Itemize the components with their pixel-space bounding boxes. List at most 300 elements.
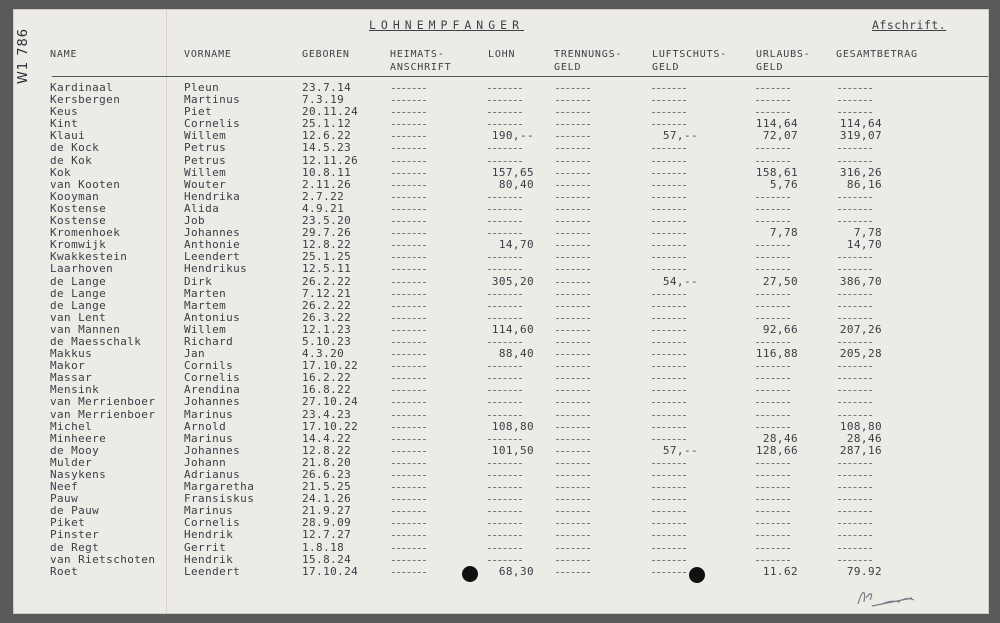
cell-name: Kooyman	[50, 189, 100, 203]
table-row	[14, 203, 988, 215]
empty-urlaub	[756, 402, 790, 404]
empty-trennung	[556, 463, 590, 465]
empty-urlaub	[756, 318, 790, 320]
cell-geboren: 17.10.22	[302, 359, 359, 373]
empty-luft	[652, 173, 686, 175]
cell-geboren: 4.3.20	[302, 347, 345, 361]
cell-geboren: 7.3.19	[302, 93, 345, 107]
empty-heimat	[392, 245, 426, 247]
empty-lohn	[488, 100, 522, 102]
empty-urlaub	[756, 209, 790, 211]
cell-lohn: 190,--	[491, 129, 534, 143]
copy-note: Afschrift.	[872, 18, 947, 32]
cell-urlaub: 7,78	[769, 226, 798, 240]
empty-trennung	[556, 197, 590, 199]
cell-geboren: 27.10.24	[302, 395, 359, 409]
empty-luft	[652, 318, 686, 320]
cell-urlaub: 128,66	[755, 443, 798, 457]
empty-heimat	[392, 439, 426, 441]
empty-luft	[652, 390, 686, 392]
empty-lohn	[488, 294, 522, 296]
empty-luft	[652, 306, 686, 308]
empty-urlaub	[756, 294, 790, 296]
cell-vorname: Leendert	[184, 564, 241, 578]
empty-urlaub	[756, 100, 790, 102]
empty-urlaub	[756, 342, 790, 344]
empty-luft	[652, 523, 686, 525]
empty-lohn	[488, 402, 522, 404]
cell-luft: 57,--	[662, 443, 698, 457]
empty-gesamt	[838, 499, 872, 501]
cell-urlaub: 5,76	[769, 177, 798, 191]
empty-heimat	[392, 100, 426, 102]
empty-lohn	[488, 366, 522, 368]
empty-gesamt	[838, 535, 872, 537]
cell-vorname: Richard	[184, 334, 234, 348]
empty-heimat	[392, 499, 426, 501]
table-row	[14, 130, 988, 142]
empty-trennung	[556, 173, 590, 175]
empty-heimat	[392, 136, 426, 138]
empty-urlaub	[756, 221, 790, 223]
cell-gesamt: 207,26	[839, 322, 882, 336]
empty-trennung	[556, 233, 590, 235]
cell-name: van Merrienboer	[50, 395, 156, 409]
cell-geboren: 25.1.12	[302, 117, 352, 131]
empty-gesamt	[838, 487, 872, 489]
cell-gesamt: 14,70	[846, 238, 882, 252]
document-title: LOHNEMPFANGER	[369, 18, 525, 32]
cell-geboren: 7.12.21	[302, 286, 352, 300]
col-header-lohn: LOHN	[488, 49, 516, 60]
empty-heimat	[392, 390, 426, 392]
table-row	[14, 505, 988, 517]
cell-urlaub: 11.62	[762, 564, 798, 578]
table-row	[14, 396, 988, 408]
empty-urlaub	[756, 366, 790, 368]
cell-name: van Kooten	[50, 177, 121, 191]
cell-name: van Lent	[50, 310, 107, 324]
col-header-gesamt: GESAMTBETRAG	[836, 49, 918, 60]
cell-vorname: Arendina	[184, 383, 241, 397]
table-row	[14, 324, 988, 336]
cell-name: Nasykens	[50, 468, 107, 481]
empty-urlaub	[756, 463, 790, 465]
cell-gesamt: 205,28	[839, 347, 882, 361]
cell-geboren: 23.4.23	[302, 407, 352, 421]
cell-geboren: 26.2.22	[302, 298, 352, 312]
document-sheet	[14, 10, 988, 613]
cell-vorname: Margaretha	[184, 480, 255, 494]
empty-heimat	[392, 487, 426, 489]
col-header-urlaub-line2: GELD	[756, 62, 784, 73]
empty-trennung	[556, 354, 590, 356]
empty-lohn	[488, 233, 522, 235]
empty-heimat	[392, 402, 426, 404]
empty-trennung	[556, 439, 590, 441]
cell-vorname: Johannes	[184, 226, 241, 240]
cell-vorname: Willem	[184, 129, 227, 143]
empty-trennung	[556, 100, 590, 102]
empty-gesamt	[838, 318, 872, 320]
empty-trennung	[556, 306, 590, 308]
empty-gesamt	[838, 257, 872, 259]
punch-hole	[689, 567, 705, 583]
empty-trennung	[556, 415, 590, 417]
empty-trennung	[556, 282, 590, 284]
empty-trennung	[556, 112, 590, 114]
empty-heimat	[392, 330, 426, 332]
empty-gesamt	[838, 390, 872, 392]
empty-heimat	[392, 511, 426, 513]
cell-vorname: Leendert	[184, 250, 241, 264]
cell-name: Roet	[50, 564, 79, 578]
empty-urlaub	[756, 197, 790, 199]
empty-gesamt	[838, 112, 872, 114]
punch-hole	[462, 566, 478, 582]
empty-gesamt	[838, 221, 872, 223]
table-row	[14, 348, 988, 360]
empty-urlaub	[756, 523, 790, 525]
cell-name: Pinster	[50, 528, 100, 542]
col-header-urlaub-line1: URLAUBS-	[756, 49, 811, 60]
cell-geboren: 26.6.23	[302, 468, 352, 481]
table-row	[14, 94, 988, 106]
cell-geboren: 21.5.25	[302, 480, 352, 494]
table-row	[14, 155, 988, 167]
empty-luft	[652, 499, 686, 501]
cell-name: Makkus	[50, 347, 93, 361]
cell-geboren: 26.3.22	[302, 310, 352, 324]
empty-gesamt	[838, 209, 872, 211]
empty-gesamt	[838, 148, 872, 150]
cell-vorname: Alida	[184, 201, 220, 215]
col-header-heimat	[390, 48, 451, 74]
col-header-geboren: GEBOREN	[302, 49, 350, 60]
cell-name: de Pauw	[50, 504, 100, 518]
empty-heimat	[392, 233, 426, 235]
empty-lohn	[488, 209, 522, 211]
empty-trennung	[556, 330, 590, 332]
cell-vorname: Gerrit	[184, 540, 227, 554]
cell-gesamt: 28,46	[846, 431, 882, 445]
empty-gesamt	[838, 88, 872, 90]
empty-luft	[652, 511, 686, 513]
cell-geboren: 12.1.23	[302, 322, 352, 336]
empty-trennung	[556, 475, 590, 477]
empty-lohn	[488, 306, 522, 308]
cell-vorname: Petrus	[184, 141, 227, 155]
cell-geboren: 12.8.22	[302, 443, 352, 457]
cell-vorname: Hendrik	[184, 528, 234, 542]
cell-name: van Merrienboer	[50, 407, 156, 421]
cell-name: van Mannen	[50, 322, 121, 336]
cell-geboren: 28.9.09	[302, 516, 352, 530]
cell-geboren: 12.11.26	[302, 153, 359, 167]
table-row	[14, 360, 988, 372]
empty-trennung	[556, 185, 590, 187]
empty-lohn	[488, 318, 522, 320]
empty-gesamt	[838, 523, 872, 525]
empty-luft	[652, 245, 686, 247]
table-row	[14, 493, 988, 505]
empty-trennung	[556, 245, 590, 247]
cell-geboren: 12.5.11	[302, 262, 352, 276]
cell-vorname: Cornelis	[184, 516, 241, 530]
empty-heimat	[392, 463, 426, 465]
cell-name: Kostense	[50, 214, 107, 228]
empty-luft	[652, 124, 686, 126]
cell-name: de Mooy	[50, 443, 100, 457]
empty-urlaub	[756, 257, 790, 259]
empty-trennung	[556, 148, 590, 150]
cell-lohn: 305,20	[491, 274, 534, 288]
empty-luft	[652, 209, 686, 211]
empty-heimat	[392, 294, 426, 296]
empty-luft	[652, 475, 686, 477]
cell-vorname: Johann	[184, 455, 227, 469]
empty-lohn	[488, 161, 522, 163]
empty-trennung	[556, 269, 590, 271]
table-row	[14, 288, 988, 300]
cell-lohn: 108,80	[491, 419, 534, 433]
empty-urlaub	[756, 560, 790, 562]
cell-geboren: 21.9.27	[302, 504, 352, 518]
empty-trennung	[556, 560, 590, 562]
empty-luft	[652, 185, 686, 187]
cell-geboren: 2.7.22	[302, 189, 345, 203]
empty-heimat	[392, 427, 426, 429]
cell-vorname: Jan	[184, 347, 206, 361]
cell-vorname: Marinus	[184, 504, 234, 518]
empty-gesamt	[838, 475, 872, 477]
empty-heimat	[392, 282, 426, 284]
empty-heimat	[392, 221, 426, 223]
cell-name: Neef	[50, 480, 79, 494]
empty-luft	[652, 463, 686, 465]
empty-luft	[652, 402, 686, 404]
archive-mark: W1 786	[16, 27, 31, 84]
table-row	[14, 517, 988, 529]
empty-trennung	[556, 499, 590, 501]
table-row	[14, 445, 988, 457]
empty-heimat	[392, 475, 426, 477]
empty-heimat	[392, 354, 426, 356]
empty-heimat	[392, 88, 426, 90]
cell-vorname: Wouter	[184, 177, 227, 191]
empty-luft	[652, 112, 686, 114]
cell-name: de Lange	[50, 274, 107, 288]
cell-name: Klaui	[50, 129, 86, 143]
col-header-luft-line1: LUFTSCHUTS-	[652, 49, 728, 60]
col-header-name: NAME	[50, 49, 78, 60]
cell-vorname: Job	[184, 214, 206, 228]
empty-urlaub	[756, 88, 790, 90]
cell-name: Kwakkestein	[50, 250, 128, 264]
cell-vorname: Willem	[184, 322, 227, 336]
empty-urlaub	[756, 245, 790, 247]
cell-name: Michel	[50, 419, 93, 433]
empty-urlaub	[756, 499, 790, 501]
table-row	[14, 263, 988, 275]
cell-lohn: 101,50	[491, 443, 534, 457]
empty-luft	[652, 366, 686, 368]
empty-trennung	[556, 548, 590, 550]
cell-geboren: 5.10.23	[302, 334, 352, 348]
table-row	[14, 142, 988, 154]
empty-luft	[652, 354, 686, 356]
empty-heimat	[392, 451, 426, 453]
table-row	[14, 481, 988, 493]
cell-name: Kersbergen	[50, 93, 121, 107]
table-row	[14, 167, 988, 179]
cell-name: Keus	[50, 105, 79, 119]
empty-trennung	[556, 427, 590, 429]
empty-gesamt	[838, 269, 872, 271]
empty-lohn	[488, 475, 522, 477]
col-header-heimat-line1: HEIMATS-	[390, 49, 445, 60]
empty-heimat	[392, 257, 426, 259]
cell-geboren: 20.11.24	[302, 105, 359, 119]
cell-gesamt: 114,64	[839, 117, 882, 131]
cell-geboren: 25.1.25	[302, 250, 352, 264]
cell-geboren: 26.2.22	[302, 274, 352, 288]
cell-gesamt: 86,16	[846, 177, 882, 191]
cell-urlaub: 114,64	[755, 117, 798, 131]
cell-name: Pauw	[50, 492, 79, 506]
table-row	[14, 82, 988, 94]
empty-trennung	[556, 221, 590, 223]
cell-lohn: 157,65	[491, 165, 534, 179]
empty-heimat	[392, 161, 426, 163]
cell-name: Massar	[50, 371, 93, 385]
cell-vorname: Cornelis	[184, 117, 241, 131]
cell-vorname: Marten	[184, 286, 227, 300]
cell-urlaub: 92,66	[762, 322, 798, 336]
cell-luft: 54,--	[662, 274, 698, 288]
cell-geboren: 21.8.20	[302, 455, 352, 469]
cell-vorname: Johannes	[184, 443, 241, 457]
empty-gesamt	[838, 294, 872, 296]
empty-luft	[652, 487, 686, 489]
empty-lohn	[488, 221, 522, 223]
cell-vorname: Marinus	[184, 407, 234, 421]
cell-name: Kint	[50, 117, 79, 131]
table-row	[14, 251, 988, 263]
payroll-table-body	[14, 82, 988, 578]
cell-geboren: 15.8.24	[302, 552, 352, 566]
cell-geboren: 23.7.14	[302, 81, 352, 94]
empty-lohn	[488, 499, 522, 501]
table-row	[14, 384, 988, 396]
table-row	[14, 191, 988, 203]
empty-lohn	[488, 148, 522, 150]
col-header-trennung	[554, 48, 622, 74]
cell-lohn: 88,40	[498, 347, 534, 361]
cell-name: Kardinaal	[50, 81, 114, 94]
table-header	[14, 48, 988, 84]
empty-heimat	[392, 572, 426, 574]
empty-trennung	[556, 161, 590, 163]
empty-heimat	[392, 124, 426, 126]
cell-vorname: Hendrika	[184, 189, 241, 203]
empty-lohn	[488, 197, 522, 199]
cell-gesamt: 319,07	[839, 129, 882, 143]
empty-heimat	[392, 523, 426, 525]
empty-gesamt	[838, 100, 872, 102]
cell-vorname: Anthonie	[184, 238, 241, 252]
cell-vorname: Petrus	[184, 153, 227, 167]
handwritten-initials	[852, 584, 922, 612]
table-row	[14, 276, 988, 288]
empty-luft	[652, 560, 686, 562]
empty-trennung	[556, 451, 590, 453]
empty-heimat	[392, 415, 426, 417]
empty-luft	[652, 572, 686, 574]
empty-gesamt	[838, 366, 872, 368]
empty-trennung	[556, 511, 590, 513]
table-row	[14, 421, 988, 433]
empty-luft	[652, 197, 686, 199]
cell-urlaub: 158,61	[755, 165, 798, 179]
empty-heimat	[392, 197, 426, 199]
cell-name: Mulder	[50, 455, 93, 469]
col-header-trennung-line1: TRENNUNGS-	[554, 49, 623, 60]
empty-gesamt	[838, 560, 872, 562]
empty-lohn	[488, 535, 522, 537]
empty-lohn	[488, 439, 522, 441]
empty-trennung	[556, 390, 590, 392]
empty-heimat	[392, 148, 426, 150]
cell-vorname: Martinus	[184, 93, 241, 107]
empty-luft	[652, 161, 686, 163]
empty-urlaub	[756, 378, 790, 380]
cell-gesamt: 316,26	[839, 165, 882, 179]
cell-geboren: 2.11.26	[302, 177, 352, 191]
cell-name: Minheere	[50, 431, 107, 445]
cell-geboren: 10.8.11	[302, 165, 352, 179]
table-row	[14, 542, 988, 554]
cell-gesamt: 287,16	[839, 443, 882, 457]
table-row	[14, 239, 988, 251]
cell-geboren: 12.8.22	[302, 238, 352, 252]
cell-name: Kromwijk	[50, 238, 107, 252]
empty-heimat	[392, 173, 426, 175]
empty-trennung	[556, 366, 590, 368]
cell-vorname: Willem	[184, 165, 227, 179]
cell-urlaub: 72,07	[762, 129, 798, 143]
cell-geboren: 16.2.22	[302, 371, 352, 385]
empty-heimat	[392, 112, 426, 114]
empty-trennung	[556, 535, 590, 537]
empty-urlaub	[756, 390, 790, 392]
empty-luft	[652, 548, 686, 550]
empty-gesamt	[838, 378, 872, 380]
empty-trennung	[556, 572, 590, 574]
cell-geboren: 12.6.22	[302, 129, 352, 143]
cell-name: de Lange	[50, 298, 107, 312]
empty-lohn	[488, 88, 522, 90]
cell-luft: 57,--	[662, 129, 698, 143]
cell-lohn: 114,60	[491, 322, 534, 336]
cell-vorname: Dirk	[184, 274, 213, 288]
empty-luft	[652, 415, 686, 417]
empty-trennung	[556, 88, 590, 90]
empty-gesamt	[838, 342, 872, 344]
cell-name: de Kok	[50, 153, 93, 167]
cell-geboren: 17.10.24	[302, 564, 359, 578]
empty-gesamt	[838, 511, 872, 513]
